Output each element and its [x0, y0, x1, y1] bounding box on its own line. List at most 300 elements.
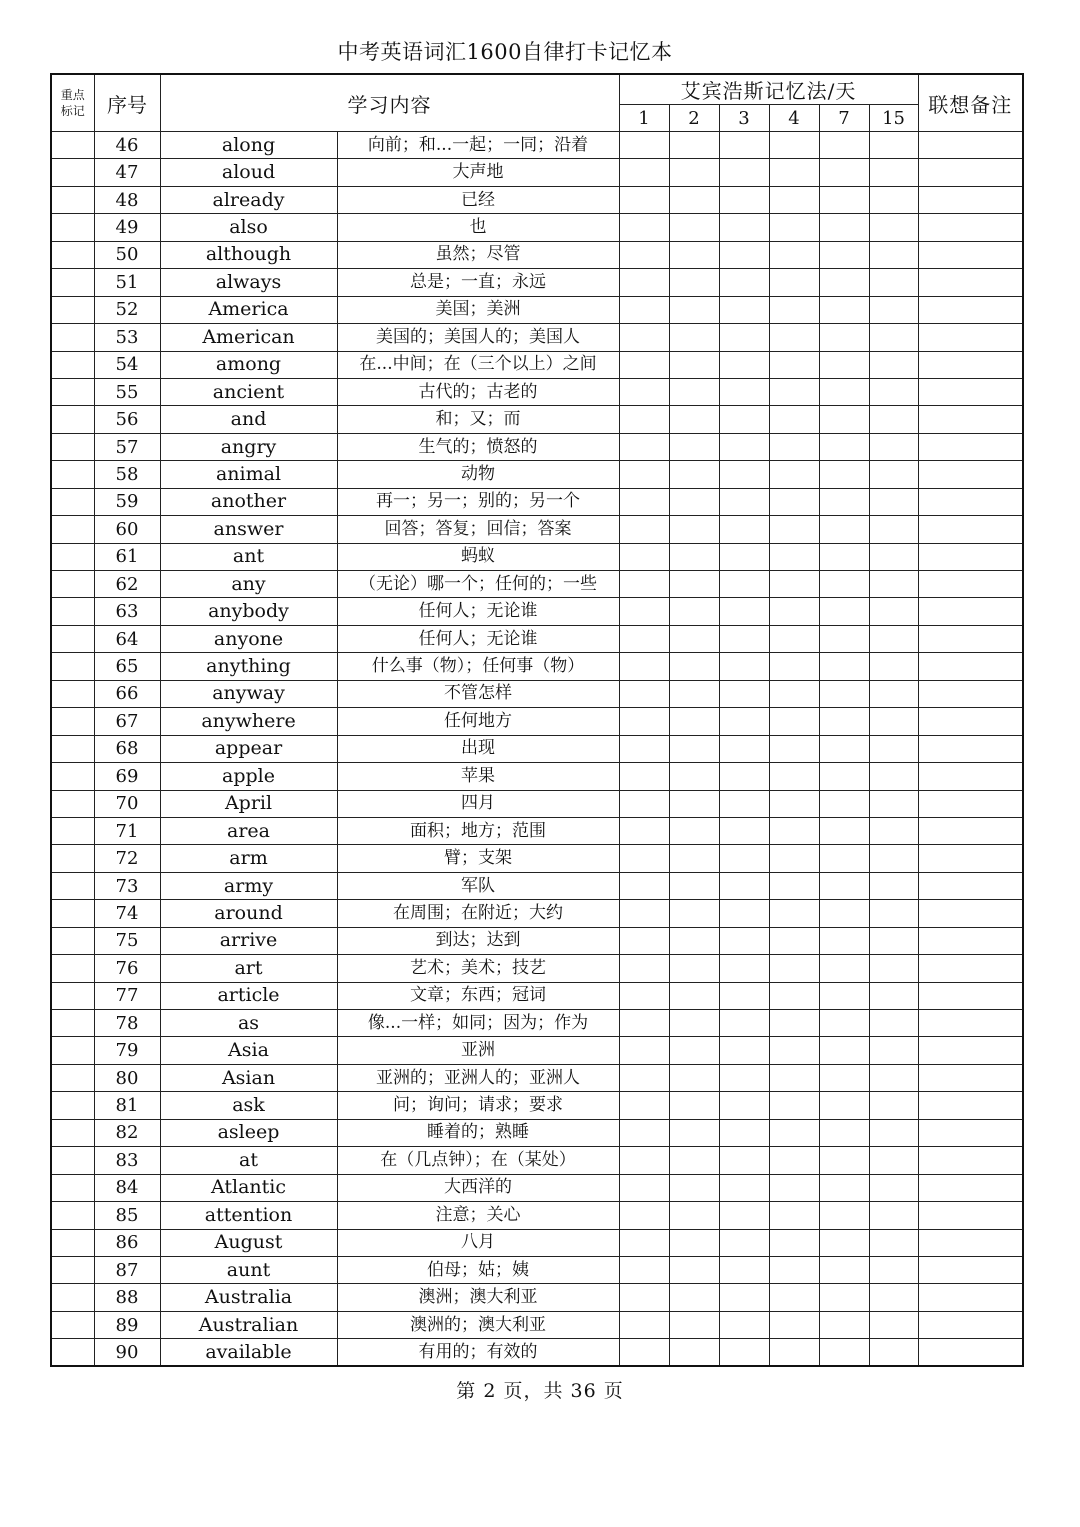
day-4-checkbox[interactable] [769, 159, 819, 186]
day-15-checkbox[interactable] [869, 735, 918, 762]
day-15-checkbox[interactable] [869, 708, 918, 735]
day-2-checkbox[interactable] [669, 433, 719, 460]
notes-cell[interactable] [918, 433, 1023, 460]
day-7-checkbox[interactable] [819, 1119, 869, 1146]
day-15-checkbox[interactable] [869, 982, 918, 1009]
day-7-checkbox[interactable] [819, 1229, 869, 1256]
day-1-checkbox[interactable] [619, 927, 669, 954]
day-3-checkbox[interactable] [719, 488, 769, 515]
day-7-checkbox[interactable] [819, 680, 869, 707]
day-7-checkbox[interactable] [819, 488, 869, 515]
notes-cell[interactable] [918, 1311, 1023, 1338]
day-1-checkbox[interactable] [619, 378, 669, 405]
day-7-checkbox[interactable] [819, 461, 869, 488]
day-4-checkbox[interactable] [769, 625, 819, 652]
day-7-checkbox[interactable] [819, 955, 869, 982]
day-15-checkbox[interactable] [869, 378, 918, 405]
day-15-checkbox[interactable] [869, 516, 918, 543]
day-3-checkbox[interactable] [719, 433, 769, 460]
day-15-checkbox[interactable] [869, 625, 918, 652]
day-15-checkbox[interactable] [869, 790, 918, 817]
notes-cell[interactable] [918, 378, 1023, 405]
day-4-checkbox[interactable] [769, 1339, 819, 1366]
day-15-checkbox[interactable] [869, 241, 918, 268]
mark-cell[interactable] [51, 598, 94, 625]
day-4-checkbox[interactable] [769, 186, 819, 213]
day-3-checkbox[interactable] [719, 735, 769, 762]
day-3-checkbox[interactable] [719, 1147, 769, 1174]
day-3-checkbox[interactable] [719, 159, 769, 186]
mark-cell[interactable] [51, 955, 94, 982]
day-1-checkbox[interactable] [619, 1037, 669, 1064]
day-3-checkbox[interactable] [719, 1229, 769, 1256]
day-15-checkbox[interactable] [869, 1284, 918, 1311]
day-15-checkbox[interactable] [869, 214, 918, 241]
day-4-checkbox[interactable] [769, 214, 819, 241]
day-1-checkbox[interactable] [619, 516, 669, 543]
day-3-checkbox[interactable] [719, 1010, 769, 1037]
notes-cell[interactable] [918, 186, 1023, 213]
day-7-checkbox[interactable] [819, 132, 869, 159]
mark-cell[interactable] [51, 845, 94, 872]
day-4-checkbox[interactable] [769, 296, 819, 323]
day-3-checkbox[interactable] [719, 845, 769, 872]
day-7-checkbox[interactable] [819, 269, 869, 296]
day-2-checkbox[interactable] [669, 1229, 719, 1256]
mark-cell[interactable] [51, 543, 94, 570]
day-7-checkbox[interactable] [819, 817, 869, 844]
notes-cell[interactable] [918, 1119, 1023, 1146]
day-2-checkbox[interactable] [669, 955, 719, 982]
mark-cell[interactable] [51, 351, 94, 378]
day-4-checkbox[interactable] [769, 433, 819, 460]
day-2-checkbox[interactable] [669, 269, 719, 296]
notes-cell[interactable] [918, 132, 1023, 159]
day-4-checkbox[interactable] [769, 872, 819, 899]
day-15-checkbox[interactable] [869, 1119, 918, 1146]
day-7-checkbox[interactable] [819, 927, 869, 954]
mark-cell[interactable] [51, 735, 94, 762]
day-2-checkbox[interactable] [669, 1174, 719, 1201]
day-7-checkbox[interactable] [819, 845, 869, 872]
mark-cell[interactable] [51, 872, 94, 899]
day-7-checkbox[interactable] [819, 406, 869, 433]
notes-cell[interactable] [918, 708, 1023, 735]
day-4-checkbox[interactable] [769, 461, 819, 488]
day-15-checkbox[interactable] [869, 571, 918, 598]
notes-cell[interactable] [918, 296, 1023, 323]
mark-cell[interactable] [51, 571, 94, 598]
day-3-checkbox[interactable] [719, 461, 769, 488]
day-4-checkbox[interactable] [769, 653, 819, 680]
day-2-checkbox[interactable] [669, 845, 719, 872]
day-1-checkbox[interactable] [619, 1229, 669, 1256]
notes-cell[interactable] [918, 625, 1023, 652]
day-7-checkbox[interactable] [819, 900, 869, 927]
day-3-checkbox[interactable] [719, 817, 769, 844]
day-4-checkbox[interactable] [769, 516, 819, 543]
mark-cell[interactable] [51, 1174, 94, 1201]
mark-cell[interactable] [51, 1147, 94, 1174]
day-15-checkbox[interactable] [869, 1311, 918, 1338]
day-4-checkbox[interactable] [769, 1010, 819, 1037]
mark-cell[interactable] [51, 763, 94, 790]
day-4-checkbox[interactable] [769, 735, 819, 762]
mark-cell[interactable] [51, 214, 94, 241]
day-1-checkbox[interactable] [619, 296, 669, 323]
day-7-checkbox[interactable] [819, 598, 869, 625]
day-2-checkbox[interactable] [669, 1311, 719, 1338]
day-15-checkbox[interactable] [869, 817, 918, 844]
day-4-checkbox[interactable] [769, 680, 819, 707]
day-1-checkbox[interactable] [619, 1202, 669, 1229]
day-3-checkbox[interactable] [719, 680, 769, 707]
day-1-checkbox[interactable] [619, 653, 669, 680]
day-2-checkbox[interactable] [669, 324, 719, 351]
day-15-checkbox[interactable] [869, 543, 918, 570]
day-3-checkbox[interactable] [719, 1284, 769, 1311]
day-7-checkbox[interactable] [819, 1174, 869, 1201]
day-3-checkbox[interactable] [719, 1037, 769, 1064]
day-7-checkbox[interactable] [819, 159, 869, 186]
day-3-checkbox[interactable] [719, 241, 769, 268]
day-1-checkbox[interactable] [619, 982, 669, 1009]
day-3-checkbox[interactable] [719, 625, 769, 652]
day-7-checkbox[interactable] [819, 1284, 869, 1311]
notes-cell[interactable] [918, 1229, 1023, 1256]
day-7-checkbox[interactable] [819, 543, 869, 570]
day-15-checkbox[interactable] [869, 269, 918, 296]
day-7-checkbox[interactable] [819, 872, 869, 899]
mark-cell[interactable] [51, 488, 94, 515]
notes-cell[interactable] [918, 763, 1023, 790]
day-2-checkbox[interactable] [669, 735, 719, 762]
day-2-checkbox[interactable] [669, 1119, 719, 1146]
day-1-checkbox[interactable] [619, 1092, 669, 1119]
day-7-checkbox[interactable] [819, 625, 869, 652]
day-1-checkbox[interactable] [619, 680, 669, 707]
day-2-checkbox[interactable] [669, 900, 719, 927]
mark-cell[interactable] [51, 241, 94, 268]
day-1-checkbox[interactable] [619, 790, 669, 817]
day-7-checkbox[interactable] [819, 516, 869, 543]
day-15-checkbox[interactable] [869, 159, 918, 186]
day-1-checkbox[interactable] [619, 1256, 669, 1283]
notes-cell[interactable] [918, 1092, 1023, 1119]
day-2-checkbox[interactable] [669, 378, 719, 405]
day-7-checkbox[interactable] [819, 351, 869, 378]
day-4-checkbox[interactable] [769, 1311, 819, 1338]
day-3-checkbox[interactable] [719, 982, 769, 1009]
day-2-checkbox[interactable] [669, 186, 719, 213]
mark-cell[interactable] [51, 1037, 94, 1064]
day-3-checkbox[interactable] [719, 516, 769, 543]
notes-cell[interactable] [918, 1147, 1023, 1174]
day-4-checkbox[interactable] [769, 406, 819, 433]
day-2-checkbox[interactable] [669, 982, 719, 1009]
day-3-checkbox[interactable] [719, 1202, 769, 1229]
day-15-checkbox[interactable] [869, 1064, 918, 1091]
day-4-checkbox[interactable] [769, 708, 819, 735]
day-4-checkbox[interactable] [769, 378, 819, 405]
day-2-checkbox[interactable] [669, 790, 719, 817]
day-1-checkbox[interactable] [619, 1284, 669, 1311]
day-2-checkbox[interactable] [669, 406, 719, 433]
day-3-checkbox[interactable] [719, 1339, 769, 1366]
mark-cell[interactable] [51, 1064, 94, 1091]
day-1-checkbox[interactable] [619, 625, 669, 652]
mark-cell[interactable] [51, 1010, 94, 1037]
notes-cell[interactable] [918, 735, 1023, 762]
day-3-checkbox[interactable] [719, 324, 769, 351]
day-3-checkbox[interactable] [719, 214, 769, 241]
day-7-checkbox[interactable] [819, 735, 869, 762]
notes-cell[interactable] [918, 680, 1023, 707]
day-4-checkbox[interactable] [769, 1092, 819, 1119]
day-3-checkbox[interactable] [719, 927, 769, 954]
day-4-checkbox[interactable] [769, 488, 819, 515]
day-15-checkbox[interactable] [869, 900, 918, 927]
day-7-checkbox[interactable] [819, 186, 869, 213]
day-3-checkbox[interactable] [719, 1174, 769, 1201]
day-1-checkbox[interactable] [619, 433, 669, 460]
mark-cell[interactable] [51, 516, 94, 543]
day-4-checkbox[interactable] [769, 763, 819, 790]
day-1-checkbox[interactable] [619, 1119, 669, 1146]
day-7-checkbox[interactable] [819, 763, 869, 790]
day-2-checkbox[interactable] [669, 1339, 719, 1366]
day-1-checkbox[interactable] [619, 735, 669, 762]
day-3-checkbox[interactable] [719, 1064, 769, 1091]
day-3-checkbox[interactable] [719, 900, 769, 927]
day-15-checkbox[interactable] [869, 324, 918, 351]
day-2-checkbox[interactable] [669, 1037, 719, 1064]
day-1-checkbox[interactable] [619, 461, 669, 488]
day-2-checkbox[interactable] [669, 488, 719, 515]
day-2-checkbox[interactable] [669, 1202, 719, 1229]
day-2-checkbox[interactable] [669, 1256, 719, 1283]
day-1-checkbox[interactable] [619, 1174, 669, 1201]
day-3-checkbox[interactable] [719, 1119, 769, 1146]
day-15-checkbox[interactable] [869, 461, 918, 488]
day-15-checkbox[interactable] [869, 186, 918, 213]
day-4-checkbox[interactable] [769, 269, 819, 296]
day-2-checkbox[interactable] [669, 1064, 719, 1091]
notes-cell[interactable] [918, 488, 1023, 515]
day-7-checkbox[interactable] [819, 1311, 869, 1338]
day-1-checkbox[interactable] [619, 1339, 669, 1366]
mark-cell[interactable] [51, 790, 94, 817]
day-1-checkbox[interactable] [619, 763, 669, 790]
notes-cell[interactable] [918, 598, 1023, 625]
notes-cell[interactable] [918, 406, 1023, 433]
day-15-checkbox[interactable] [869, 653, 918, 680]
day-2-checkbox[interactable] [669, 1284, 719, 1311]
mark-cell[interactable] [51, 1119, 94, 1146]
day-15-checkbox[interactable] [869, 1037, 918, 1064]
day-2-checkbox[interactable] [669, 571, 719, 598]
day-4-checkbox[interactable] [769, 351, 819, 378]
day-4-checkbox[interactable] [769, 1119, 819, 1146]
day-1-checkbox[interactable] [619, 269, 669, 296]
day-1-checkbox[interactable] [619, 598, 669, 625]
day-4-checkbox[interactable] [769, 1202, 819, 1229]
day-2-checkbox[interactable] [669, 214, 719, 241]
day-3-checkbox[interactable] [719, 790, 769, 817]
mark-cell[interactable] [51, 1092, 94, 1119]
mark-cell[interactable] [51, 461, 94, 488]
notes-cell[interactable] [918, 1064, 1023, 1091]
day-3-checkbox[interactable] [719, 598, 769, 625]
day-4-checkbox[interactable] [769, 900, 819, 927]
mark-cell[interactable] [51, 324, 94, 351]
day-15-checkbox[interactable] [869, 763, 918, 790]
notes-cell[interactable] [918, 461, 1023, 488]
day-1-checkbox[interactable] [619, 955, 669, 982]
notes-cell[interactable] [918, 845, 1023, 872]
day-2-checkbox[interactable] [669, 1092, 719, 1119]
day-7-checkbox[interactable] [819, 214, 869, 241]
day-1-checkbox[interactable] [619, 845, 669, 872]
mark-cell[interactable] [51, 708, 94, 735]
day-7-checkbox[interactable] [819, 1256, 869, 1283]
mark-cell[interactable] [51, 927, 94, 954]
day-1-checkbox[interactable] [619, 1064, 669, 1091]
day-4-checkbox[interactable] [769, 982, 819, 1009]
mark-cell[interactable] [51, 1311, 94, 1338]
mark-cell[interactable] [51, 625, 94, 652]
notes-cell[interactable] [918, 817, 1023, 844]
day-1-checkbox[interactable] [619, 1147, 669, 1174]
day-4-checkbox[interactable] [769, 1256, 819, 1283]
notes-cell[interactable] [918, 1037, 1023, 1064]
mark-cell[interactable] [51, 900, 94, 927]
day-15-checkbox[interactable] [869, 1092, 918, 1119]
day-1-checkbox[interactable] [619, 1311, 669, 1338]
day-4-checkbox[interactable] [769, 1147, 819, 1174]
day-2-checkbox[interactable] [669, 763, 719, 790]
notes-cell[interactable] [918, 900, 1023, 927]
day-4-checkbox[interactable] [769, 571, 819, 598]
notes-cell[interactable] [918, 790, 1023, 817]
mark-cell[interactable] [51, 1339, 94, 1366]
day-2-checkbox[interactable] [669, 461, 719, 488]
day-15-checkbox[interactable] [869, 955, 918, 982]
mark-cell[interactable] [51, 1229, 94, 1256]
day-1-checkbox[interactable] [619, 543, 669, 570]
mark-cell[interactable] [51, 378, 94, 405]
notes-cell[interactable] [918, 571, 1023, 598]
notes-cell[interactable] [918, 872, 1023, 899]
day-7-checkbox[interactable] [819, 433, 869, 460]
day-1-checkbox[interactable] [619, 214, 669, 241]
day-15-checkbox[interactable] [869, 132, 918, 159]
notes-cell[interactable] [918, 159, 1023, 186]
day-3-checkbox[interactable] [719, 1092, 769, 1119]
day-3-checkbox[interactable] [719, 872, 769, 899]
day-7-checkbox[interactable] [819, 296, 869, 323]
day-3-checkbox[interactable] [719, 269, 769, 296]
day-3-checkbox[interactable] [719, 543, 769, 570]
day-15-checkbox[interactable] [869, 1339, 918, 1366]
day-4-checkbox[interactable] [769, 132, 819, 159]
day-1-checkbox[interactable] [619, 159, 669, 186]
day-7-checkbox[interactable] [819, 1147, 869, 1174]
day-15-checkbox[interactable] [869, 1010, 918, 1037]
notes-cell[interactable] [918, 324, 1023, 351]
day-1-checkbox[interactable] [619, 406, 669, 433]
day-7-checkbox[interactable] [819, 1202, 869, 1229]
day-4-checkbox[interactable] [769, 324, 819, 351]
day-7-checkbox[interactable] [819, 1092, 869, 1119]
day-7-checkbox[interactable] [819, 324, 869, 351]
day-2-checkbox[interactable] [669, 296, 719, 323]
day-1-checkbox[interactable] [619, 817, 669, 844]
day-1-checkbox[interactable] [619, 708, 669, 735]
day-15-checkbox[interactable] [869, 1256, 918, 1283]
notes-cell[interactable] [918, 982, 1023, 1009]
mark-cell[interactable] [51, 1284, 94, 1311]
day-15-checkbox[interactable] [869, 351, 918, 378]
day-3-checkbox[interactable] [719, 571, 769, 598]
day-2-checkbox[interactable] [669, 132, 719, 159]
mark-cell[interactable] [51, 296, 94, 323]
day-7-checkbox[interactable] [819, 241, 869, 268]
day-7-checkbox[interactable] [819, 1010, 869, 1037]
day-3-checkbox[interactable] [719, 186, 769, 213]
notes-cell[interactable] [918, 351, 1023, 378]
day-3-checkbox[interactable] [719, 378, 769, 405]
day-1-checkbox[interactable] [619, 900, 669, 927]
mark-cell[interactable] [51, 653, 94, 680]
notes-cell[interactable] [918, 653, 1023, 680]
day-4-checkbox[interactable] [769, 1174, 819, 1201]
day-3-checkbox[interactable] [719, 653, 769, 680]
day-3-checkbox[interactable] [719, 763, 769, 790]
day-1-checkbox[interactable] [619, 351, 669, 378]
day-4-checkbox[interactable] [769, 1284, 819, 1311]
day-4-checkbox[interactable] [769, 1229, 819, 1256]
day-7-checkbox[interactable] [819, 1339, 869, 1366]
notes-cell[interactable] [918, 927, 1023, 954]
day-3-checkbox[interactable] [719, 955, 769, 982]
day-7-checkbox[interactable] [819, 653, 869, 680]
day-2-checkbox[interactable] [669, 653, 719, 680]
day-2-checkbox[interactable] [669, 872, 719, 899]
day-7-checkbox[interactable] [819, 378, 869, 405]
day-7-checkbox[interactable] [819, 982, 869, 1009]
mark-cell[interactable] [51, 1202, 94, 1229]
day-1-checkbox[interactable] [619, 1010, 669, 1037]
day-2-checkbox[interactable] [669, 1147, 719, 1174]
notes-cell[interactable] [918, 1202, 1023, 1229]
day-15-checkbox[interactable] [869, 296, 918, 323]
day-2-checkbox[interactable] [669, 927, 719, 954]
day-4-checkbox[interactable] [769, 955, 819, 982]
day-1-checkbox[interactable] [619, 488, 669, 515]
mark-cell[interactable] [51, 680, 94, 707]
day-15-checkbox[interactable] [869, 1202, 918, 1229]
notes-cell[interactable] [918, 214, 1023, 241]
notes-cell[interactable] [918, 1010, 1023, 1037]
day-4-checkbox[interactable] [769, 1064, 819, 1091]
day-4-checkbox[interactable] [769, 598, 819, 625]
day-2-checkbox[interactable] [669, 598, 719, 625]
day-3-checkbox[interactable] [719, 708, 769, 735]
day-4-checkbox[interactable] [769, 845, 819, 872]
day-2-checkbox[interactable] [669, 1010, 719, 1037]
day-15-checkbox[interactable] [869, 406, 918, 433]
